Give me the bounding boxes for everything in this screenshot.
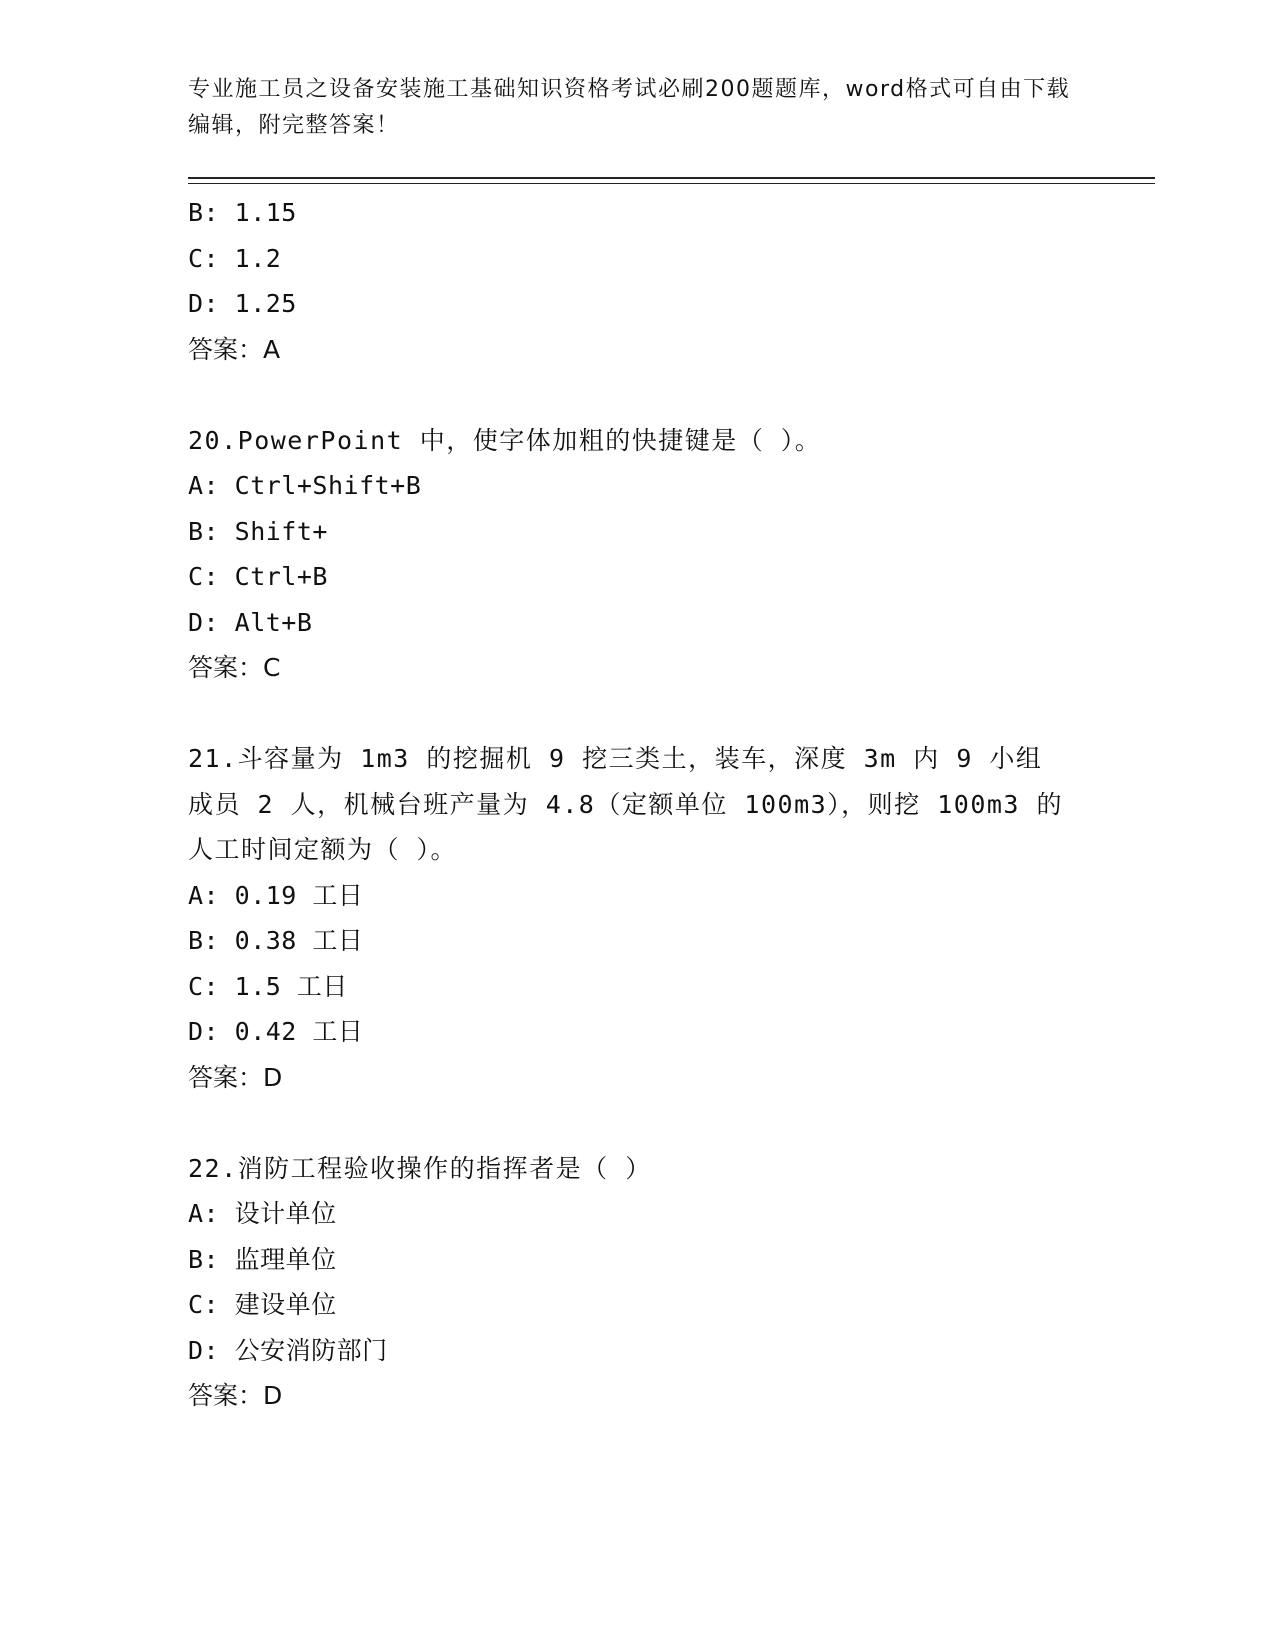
option-a: A: Ctrl+Shift+B (188, 471, 422, 500)
header-rule-thin (188, 183, 1155, 184)
option-b: B: 1.15 (188, 198, 297, 227)
question-20 (188, 418, 1088, 691)
option-b: B: Shift+ (188, 516, 328, 546)
option-c: C: 建设单位 (188, 1290, 337, 1319)
question-stem: 20.PowerPoint 中，使字体加粗的快捷键是（ ）。 (188, 425, 822, 455)
option-d: D: Alt+B (188, 607, 313, 637)
question-stem: 22.消防工程验收操作的指挥者是（ ） (188, 1153, 652, 1183)
question-19-tail (188, 190, 1088, 372)
answer-line: 答案：D (188, 1062, 283, 1092)
option-c: C: 1.2 (188, 243, 282, 273)
header-rule-thick (188, 177, 1155, 179)
option-c: C: 1.5 工日 (188, 971, 348, 1001)
question-22 (188, 1146, 1088, 1419)
option-a: A: 0.19 工日 (188, 880, 364, 910)
document-header: 专业施工员之设备安装施工基础知识资格考试必刷200题题库，word格式可自由下载编辑，附完整答案！ (188, 77, 1071, 138)
option-b: B: 监理单位 (188, 1244, 337, 1274)
option-d: D: 公安消防部门 (188, 1335, 388, 1365)
option-a: A: 设计单位 (188, 1199, 337, 1228)
option-d: D: 0.42 工日 (188, 1017, 364, 1046)
question-21 (188, 736, 1088, 1100)
answer-line: 答案：A (188, 334, 281, 364)
option-b: B: 0.38 工日 (188, 926, 364, 955)
question-list (188, 190, 1088, 1419)
option-d: D: 1.25 (188, 289, 297, 318)
option-c: C: Ctrl+B (188, 562, 328, 591)
question-stem: 21.斗容量为 1m3 的挖掘机 9 挖三类土，装车，深度 3m 内 9 小组成员 2 人，机械台班产量为 4.8（定额单位 100m3），则挖 100m3 的人工时间定额为（ ）。 (188, 744, 1064, 864)
answer-line: 答案：D (188, 1381, 283, 1410)
answer-line: 答案：C (188, 653, 281, 682)
